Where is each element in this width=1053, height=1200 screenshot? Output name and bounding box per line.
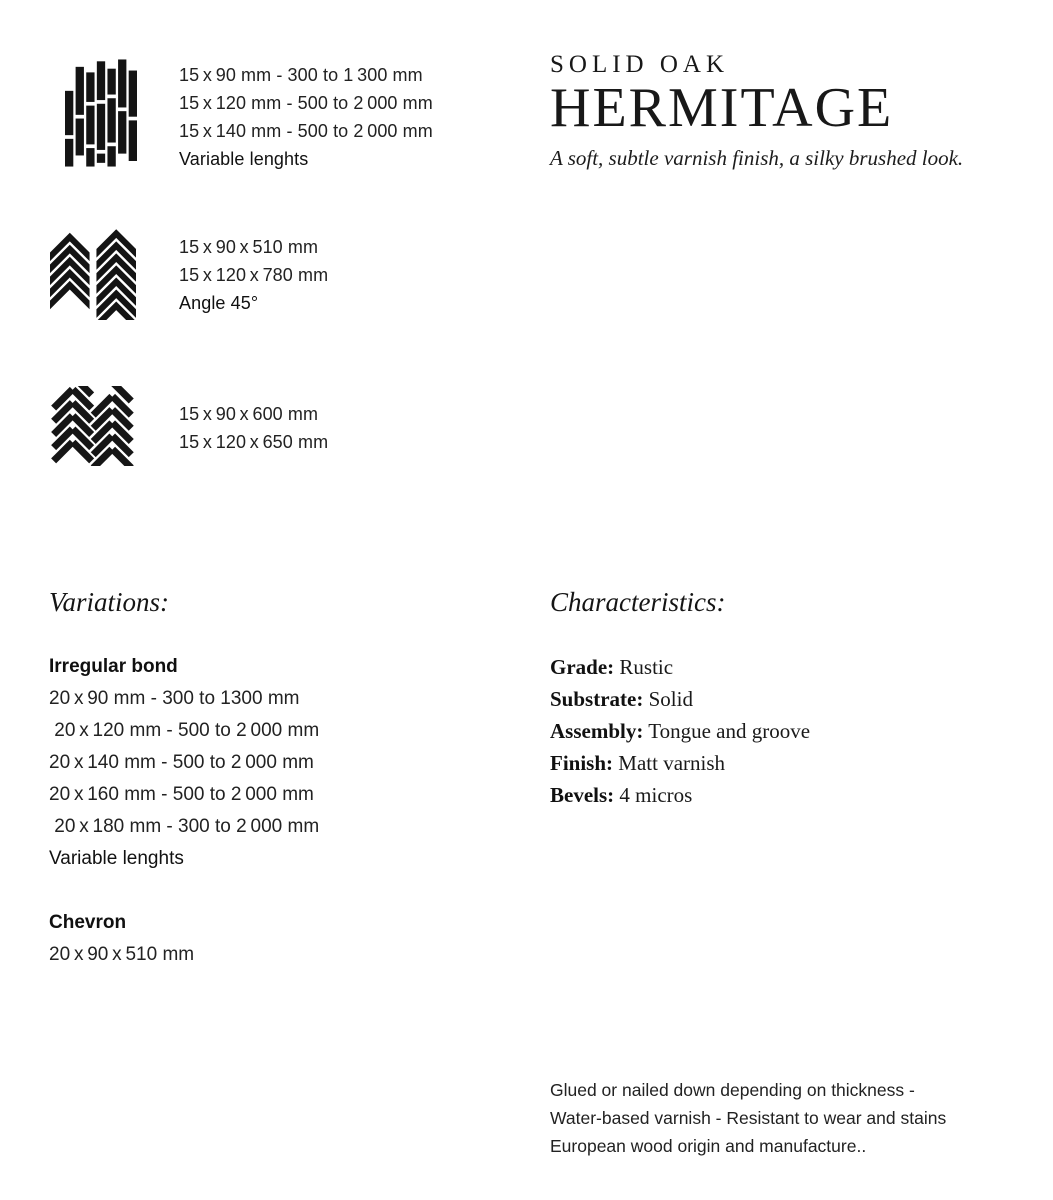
size-line: 20 x 180 mm - 300 to 2 000 mm: [49, 816, 320, 837]
variations-section: [49, 586, 519, 971]
size-line: 20 x 120 mm - 500 to 2 000 mm: [49, 720, 320, 741]
size-line: 20 x 90 mm - 300 to 1300 mm: [49, 688, 300, 709]
characteristic-label: Substrate:: [550, 687, 644, 711]
footnote-line: European wood origin and manufacture..: [550, 1136, 867, 1156]
characteristic-label: Grade:: [550, 655, 615, 679]
characteristics-title: Characteristics:: [550, 587, 726, 617]
format-spec-line: 15 x 90 x 510 mm: [179, 237, 319, 257]
characteristic-value: Tongue and groove: [648, 719, 811, 743]
format-spec-line: 15 x 90 x 600 mm: [179, 404, 319, 424]
format-spec-line: 15 x 120 x 650 mm: [179, 432, 329, 452]
format-specs-herringbone: [179, 400, 328, 456]
size-line: 20 x 160 mm - 500 to 2 000 mm: [49, 784, 314, 805]
variation-group-name: Chevron: [49, 912, 127, 933]
collection-name: SOLID OAK: [550, 51, 730, 78]
characteristic-label: Bevels:: [550, 783, 615, 807]
herringbone-right-column: [91, 386, 134, 466]
size-line: 20 x 90 x 510 mm: [49, 944, 195, 965]
format-spec-line: 15 x 120 x 780 mm: [179, 265, 329, 285]
herringbone-icon: [48, 386, 136, 466]
format-spec-line: 15 x 90 mm - 300 to 1 300 mm: [179, 65, 423, 85]
characteristic-label: Finish:: [550, 751, 614, 775]
product-header: [550, 50, 963, 171]
format-spec-line: 15 x 140 mm - 500 to 2 000 mm: [179, 121, 433, 141]
product-name: HERMITAGE: [550, 77, 894, 139]
chevron-right-column: [96, 229, 136, 320]
size-line: 20 x 140 mm - 500 to 2 000 mm: [49, 752, 314, 773]
format-note: Variable lenghts: [179, 149, 309, 169]
characteristics-section: [550, 586, 1010, 811]
characteristic-row: [550, 747, 1010, 779]
format-specs-chevron: [179, 233, 328, 317]
characteristic-label: Assembly:: [550, 719, 644, 743]
format-note: Angle 45°: [179, 293, 259, 313]
herringbone-left-column: [51, 386, 94, 463]
chevron-icon: [50, 228, 136, 320]
irregular-bond-icon: [65, 57, 137, 169]
characteristic-row: [550, 683, 1010, 715]
variation-note: Variable lenghts: [49, 848, 184, 869]
characteristic-value: 4 micros: [619, 783, 693, 807]
format-spec-line: 15 x 120 mm - 500 to 2 000 mm: [179, 93, 433, 113]
chevron-left-column: [50, 233, 90, 310]
format-specs-irregular-bond: [179, 61, 433, 173]
footnote-line: Glued or nailed down depending on thickness -: [550, 1080, 915, 1100]
characteristic-row: [550, 779, 1010, 811]
variations-title: Variations:: [49, 587, 170, 617]
characteristic-value: Rustic: [619, 655, 674, 679]
characteristic-value: Matt varnish: [618, 751, 726, 775]
characteristic-row: [550, 651, 1010, 683]
characteristic-row: [550, 715, 1010, 747]
installation-footnote: [550, 1076, 1010, 1160]
product-tagline: A soft, subtle varnish finish, a silky brushed look.: [550, 146, 964, 170]
characteristic-value: Solid: [648, 687, 693, 711]
variation-group-name: Irregular bond: [49, 656, 178, 677]
footnote-line: Water-based varnish - Resistant to wear and stains: [550, 1108, 947, 1128]
